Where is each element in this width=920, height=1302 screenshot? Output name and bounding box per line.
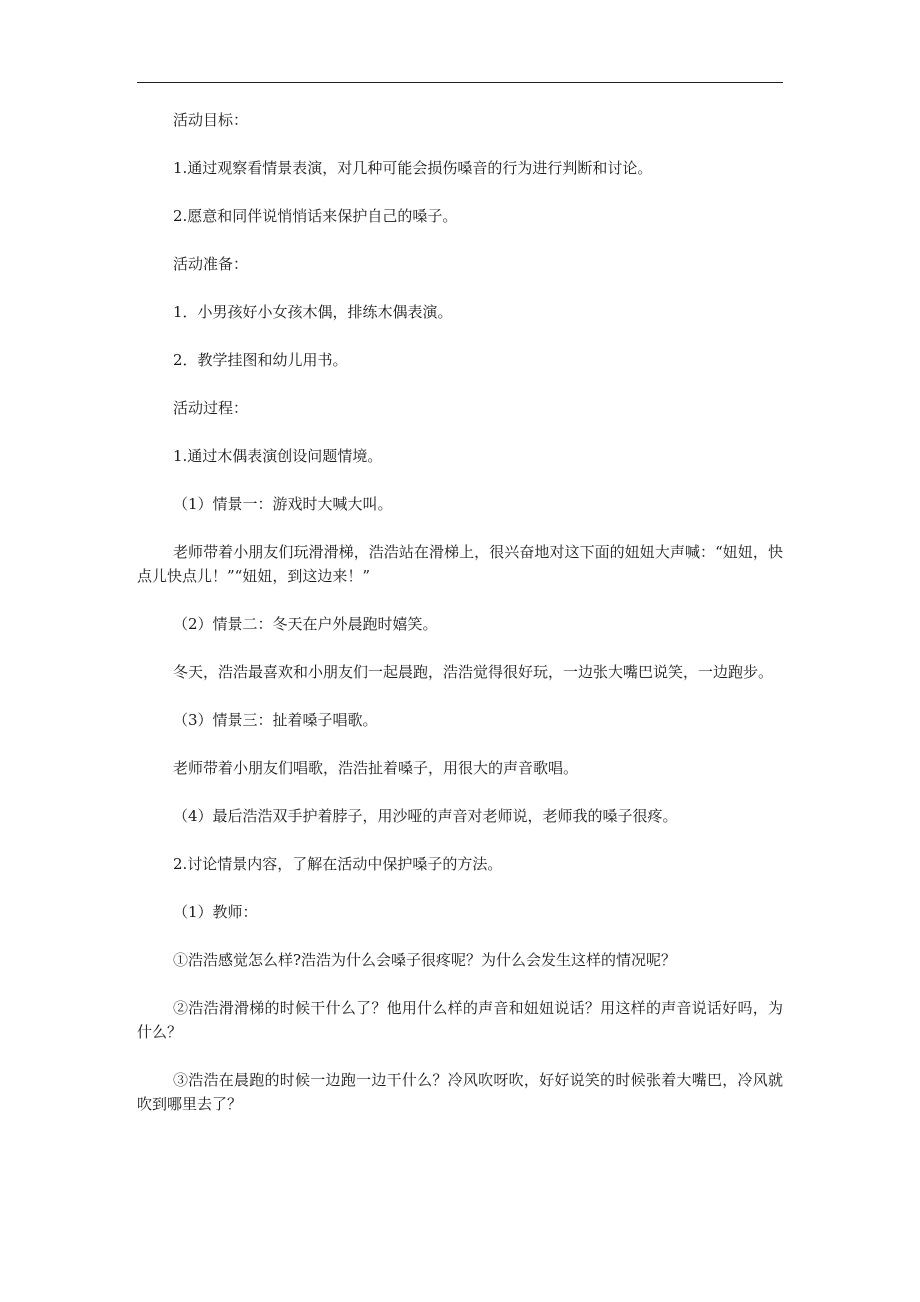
heading-activity-preparation: 活动准备： bbox=[173, 255, 249, 273]
heading-activity-goals: 活动目标： bbox=[173, 111, 249, 129]
scene-1-description: 老师带着小朋友们玩滑滑梯，浩浩站在滑梯上，很兴奋地对这下面的妞妞大声喊：“妞妞，快点儿快点儿！”“妞妞，到这边来！” bbox=[137, 543, 783, 585]
goal-item-2: 2.愿意和同伴说悄悄话来保护自己的嗓子。 bbox=[173, 207, 458, 225]
scene-3-title: （3）情景三：扯着嗓子唱歌。 bbox=[173, 711, 378, 729]
process-step-2: 2.讨论情景内容，了解在活动中保护嗓子的方法。 bbox=[173, 855, 503, 873]
document-body bbox=[137, 108, 783, 1116]
preparation-item-2: 2．教学挂图和幼儿用书。 bbox=[173, 351, 348, 369]
question-1: ①浩浩感觉怎么样?浩浩为什么会嗓子很疼呢？为什么会发生这样的情况呢？ bbox=[173, 951, 677, 969]
question-3: ③浩浩在晨跑的时候一边跑一边干什么？冷风吹呀吹，好好说笑的时候张着大嘴巴，冷风就吹到哪里去了？ bbox=[137, 1071, 783, 1113]
scene-2-description: 冬天，浩浩最喜欢和小朋友们一起晨跑，浩浩觉得很好玩，一边张大嘴巴说笑，一边跑步。 bbox=[173, 663, 774, 681]
question-2: ②浩浩滑滑梯的时候干什么了？他用什么样的声音和妞妞说话？用这样的声音说话好吗，为什么？ bbox=[137, 999, 783, 1041]
scene-4-description: （4）最后浩浩双手护着脖子，用沙哑的声音对老师说，老师我的嗓子很疼。 bbox=[173, 807, 678, 825]
scene-2-title: （2）情景二：冬天在户外晨跑时嬉笑。 bbox=[173, 615, 438, 633]
goal-item-1: 1.通过观察看情景表演，对几种可能会损伤嗓音的行为进行判断和讨论。 bbox=[173, 159, 653, 177]
heading-activity-process: 活动过程： bbox=[173, 399, 249, 417]
scene-3-description: 老师带着小朋友们唱歌，浩浩扯着嗓子，用很大的声音歌唱。 bbox=[173, 759, 579, 777]
header-rule bbox=[137, 82, 783, 83]
preparation-item-1: 1．小男孩好小女孩木偶，排练木偶表演。 bbox=[173, 303, 453, 321]
scene-1-title: （1）情景一：游戏时大喊大叫。 bbox=[173, 495, 393, 513]
teacher-label: （1）教师： bbox=[173, 903, 258, 921]
process-step-1: 1.通过木偶表演创设问题情境。 bbox=[173, 447, 383, 465]
